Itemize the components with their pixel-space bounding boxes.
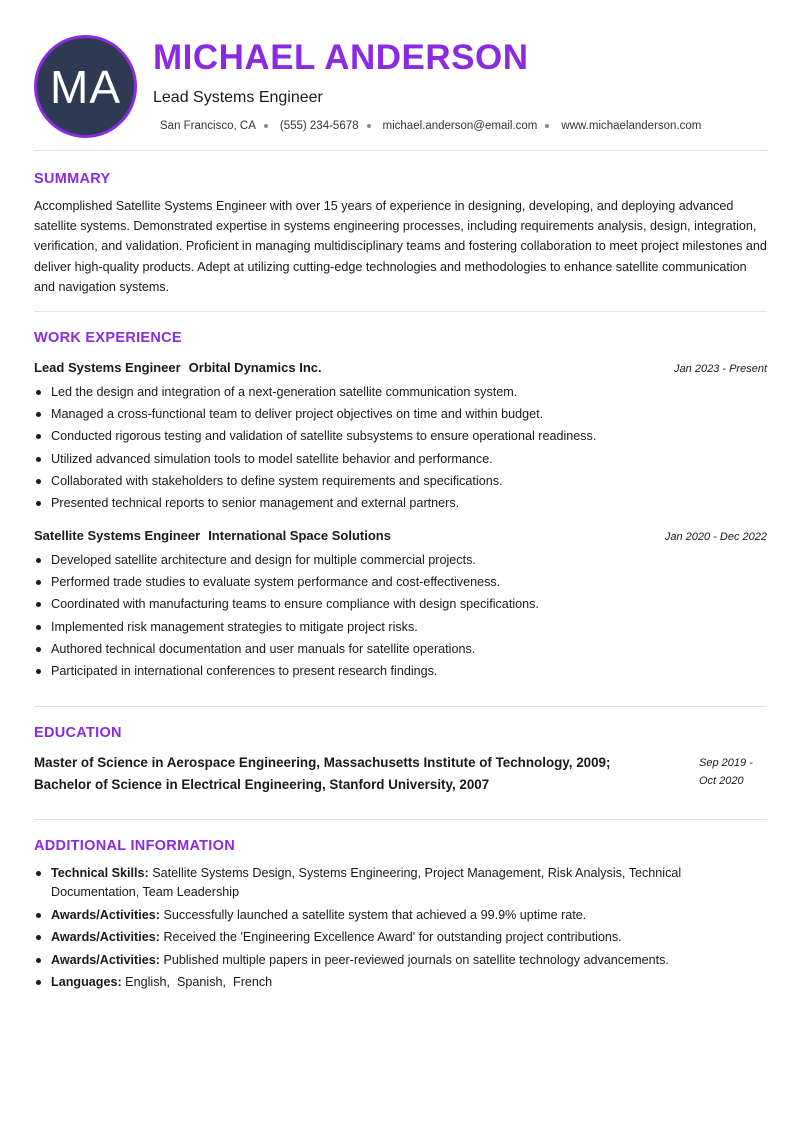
candidate-name: MICHAEL ANDERSON — [153, 38, 529, 77]
info-value: Satellite Systems Design, Systems Engineering, Project Management, Risk Analysis, Technical Documentation, Team Leadership — [51, 866, 682, 899]
job-role: Lead Systems Engineer — [34, 360, 181, 375]
list-item — [51, 864, 767, 902]
list-item: Led the design and integration of a next-generation satellite communication system. — [51, 381, 767, 403]
separator-dot — [545, 124, 549, 128]
list-item — [51, 973, 767, 992]
job-bullets — [51, 381, 767, 514]
info-value: Successfully launched a satellite system that achieved a 99.9% uptime rate. — [159, 907, 587, 922]
list-item: Managed a cross-functional team to deliver project objectives on time and within budget. — [51, 403, 767, 425]
education-degree: Master of Science in Aerospace Engineering, Massachusetts Institute of Technology, 2009; — [34, 755, 611, 770]
info-value: English, Spanish, French — [121, 975, 273, 989]
avatar-initials: MA — [50, 60, 121, 113]
info-value: Received the 'Engineering Excellence Award' for outstanding project contributions. — [159, 930, 622, 944]
contact-location: San Francisco, CA — [160, 120, 256, 132]
info-key: Awards/Activities: — [51, 952, 160, 967]
list-item: Developed satellite architecture and design for multiple commercial projects. — [51, 549, 767, 571]
candidate-title: Lead Systems Engineer — [153, 89, 323, 106]
separator-dot — [264, 124, 268, 128]
info-key: Languages: — [51, 975, 122, 989]
list-item: Utilized advanced simulation tools to model satellite behavior and performance. — [51, 448, 767, 470]
divider — [34, 706, 767, 707]
contact-row — [160, 120, 701, 132]
section-title-additional: ADDITIONAL INFORMATION — [34, 838, 235, 854]
list-item — [51, 906, 767, 925]
contact-website: www.michaelanderson.com — [561, 120, 702, 132]
job-company: International Space Solutions — [208, 528, 391, 543]
list-item: Coordinated with manufacturing teams to ensure compliance with design specifications. — [51, 593, 767, 615]
separator-dot — [367, 124, 371, 128]
list-item — [51, 928, 767, 947]
education-dates — [699, 752, 767, 795]
education-degrees — [34, 752, 684, 795]
job-header — [34, 359, 767, 377]
section-title-education: EDUCATION — [34, 725, 122, 741]
job-dates: Jan 2020 - Dec 2022 — [664, 531, 767, 543]
divider — [34, 311, 767, 312]
section-title-experience: WORK EXPERIENCE — [34, 330, 182, 346]
education-degree: Bachelor of Science in Electrical Engineering, Stanford University, 2007 — [34, 776, 490, 792]
summary-text: Accomplished Satellite Systems Engineer with over 15 years of experience in designing, developing, and deploying advanced satellite systems. Demonstrated expertise in systems engineering processes, including requirements analysis, design, integration, verification, and validation. Proficient in managing multidisciplinary teams and fostering collaboration to meet project milestones and deliver high-quality products. Adept at utilizing cutting-edge technologies and methodologies to enhance satellite communication and navigation systems. — [34, 199, 767, 294]
list-item: Authored technical documentation and user manuals for satellite operations. — [51, 638, 767, 660]
job-bullets — [51, 549, 767, 682]
list-item: Collaborated with stakeholders to define system requirements and specifications. — [51, 470, 767, 492]
job-header — [34, 527, 767, 545]
avatar — [34, 35, 137, 138]
list-item: Participated in international conferences to present research findings. — [51, 660, 767, 682]
info-value: Published multiple papers in peer-reviewed journals on satellite technology advancements. — [159, 952, 669, 967]
job-company: Orbital Dynamics Inc. — [188, 360, 322, 375]
divider — [34, 150, 767, 151]
education-date-start: Sep 2019 - — [699, 757, 753, 769]
info-key: Technical Skills: — [51, 866, 149, 880]
info-key: Awards/Activities: — [51, 907, 160, 922]
section-title-summary: SUMMARY — [34, 171, 111, 187]
divider — [34, 819, 767, 820]
education-date-end: Oct 2020 — [699, 775, 744, 787]
info-key: Awards/Activities: — [51, 930, 160, 944]
contact-email: michael.anderson@email.com — [382, 120, 538, 132]
job-role: Satellite Systems Engineer — [34, 528, 201, 543]
list-item: Conducted rigorous testing and validation of satellite subsystems to ensure operational readiness. — [51, 425, 767, 447]
contact-phone: (555) 234-5678 — [279, 120, 359, 132]
job-dates: Jan 2023 - Present — [674, 363, 767, 375]
list-item: Performed trade studies to evaluate system performance and cost-effectiveness. — [51, 571, 767, 593]
additional-info-list — [51, 864, 767, 996]
list-item — [51, 951, 767, 970]
list-item: Implemented risk management strategies to mitigate project risks. — [51, 616, 767, 638]
list-item: Presented technical reports to senior management and external partners. — [51, 492, 767, 514]
education-entry — [34, 752, 767, 795]
